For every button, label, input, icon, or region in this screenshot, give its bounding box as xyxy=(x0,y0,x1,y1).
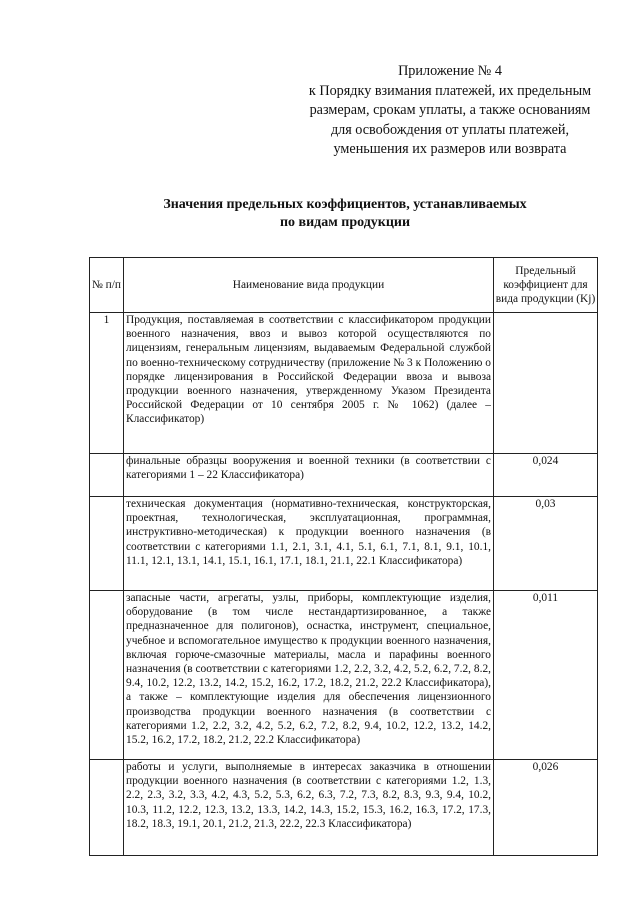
coefficients-table xyxy=(89,257,598,856)
table-header-row xyxy=(90,258,598,313)
table-row xyxy=(90,760,598,856)
row-name: финальные образцы вооружения и военной техники (в соответствии с категориями 1 – 22 Классификатора) xyxy=(124,454,494,497)
row-num xyxy=(90,454,124,497)
row-name: Продукция, поставляемая в соответствии с классификатором продукции военного назначения, ввоз и вывоз которой осуществляются по лицензиям, генеральным лицензиям, выдаваемым Федеральной службой по военно-техническому сотрудничеству (приложение № 3 к Положению о порядке лицензирования в Российской Федерации ввоза и вывоза продукции военного назначения, утвержденному Указом Президента Российской Федерации от 10 сентября 2005 г. № 1062) (далее – Классификатор) xyxy=(124,313,494,454)
table-row xyxy=(90,497,598,591)
row-num xyxy=(90,760,124,856)
table-row xyxy=(90,591,598,760)
row-num: 1 xyxy=(90,313,124,454)
row-num xyxy=(90,497,124,591)
row-coef xyxy=(494,313,598,454)
document-title xyxy=(120,196,570,232)
appendix-text: к Порядку взимания платежей, их предельным размерам, срокам уплаты, а также основаниям для освобождения от уплаты платежей, уменьшения их размеров или возврата xyxy=(308,82,592,157)
row-coef: 0,024 xyxy=(494,454,598,497)
row-num xyxy=(90,591,124,760)
header-num: № п/п xyxy=(90,258,124,313)
row-name: техническая документация (нормативно-техническая, конструкторская, проектная, технологическая, эксплуатационная, программная, инструктивно-методическая) к продукции военного назначения (в соответствии с категориями 1.1, 2.1, 3.1, 4.1, 5.1, 6.1, 7.1, 8.1, 9.1, 10.1, 11.1, 12.1, 13.1, 14.1, 15.1, 16.1, 17.1, 18.1, 21.1, 22.1 Классификатора) xyxy=(124,497,494,591)
header-coef: Предельный коэффициент для вида продукции (Kj) xyxy=(494,258,598,313)
row-coef: 0,03 xyxy=(494,497,598,591)
table-row xyxy=(90,313,598,454)
appendix-heading: Приложение № 4 xyxy=(398,63,502,79)
row-coef: 0,011 xyxy=(494,591,598,760)
title-line-1: Значения предельных коэффициентов, устанавливаемых xyxy=(163,197,527,212)
table-row xyxy=(90,454,598,497)
row-coef: 0,026 xyxy=(494,760,598,856)
header-name: Наименование вида продукции xyxy=(124,258,494,313)
row-name: работы и услуги, выполняемые в интересах заказчика в отношении продукции военного назначения (в соответствии с категориями 1.2, 1.3, 2.2, 2.3, 3.2, 3.3, 4.2, 4.3, 5.2, 5.3, 6.2, 6.3, 7.2, 7.3, 8.2, 8.3, 9.3, 9.4, 10.2, 10.3, 11.2, 12.2, 12.3, 13.2, 13.3, 14.2, 14.3, 15.2, 15.3, 16.2, 16.3, 17.2, 17.3, 18.2, 18.3, 19.1, 20.1, 21.2, 21.3, 22.2, 22.3 Классификатора) xyxy=(124,760,494,856)
title-line-2: по видам продукции xyxy=(279,215,411,230)
appendix-block xyxy=(300,62,600,160)
row-name: запасные части, агрегаты, узлы, приборы, комплектующие изделия, оборудование (в том числе нестандартизированное, а также предназначенное для полигонов), оснастка, инструмент, специальное, учебное и вспомогательное имущество к продукции военного назначения, включая горюче-смазочные материалы, масла и парафины военного назначения (в соответствии с категориями 1.2, 2.2, 3.2, 4.2, 5.2, 6.2, 7.2, 8.2, 9.4, 10.2, 12.2, 13.2, 14.2, 15.2, 16.2, 17.2, 18.2, 21.2, 22.2 Классификатора), а также – комплектующие изделия для обеспечения лицензионного производства продукции военного назначения (в соответствии с категориями 1.2, 2.2, 3.2, 4.2, 5.2, 6.2, 7.2, 8.2, 9.4, 10.2, 12.2, 13.2, 14.2, 15.2, 16.2, 17.2, 18.2, 21.2, 22.2 Классификатора) xyxy=(124,591,494,760)
